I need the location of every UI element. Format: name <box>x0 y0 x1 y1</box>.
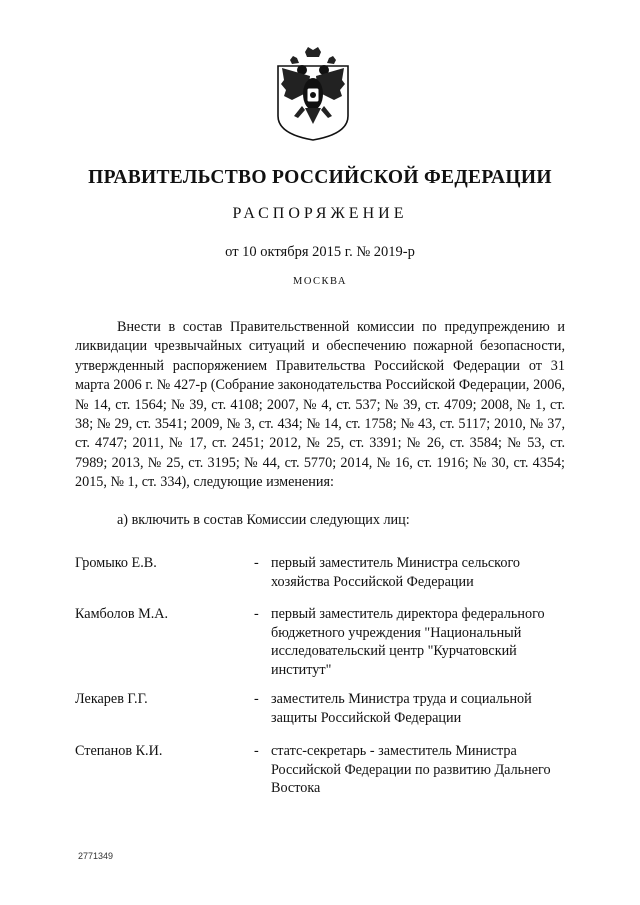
member-name: Степанов К.И. <box>75 743 163 759</box>
member-name: Лекарев Г.Г. <box>75 691 148 707</box>
footer-document-code: 2771349 <box>78 851 114 861</box>
main-paragraph: Внести в состав Правительственной комиссии по предупреждению и ликвидации чрезвычайных ситуаций и обеспечению пожарной безопасности, утвержденный распоряжением Правительства Российской Федерации от 31 марта 2006 г. № 427-р (Собрание законодательства Российской Федерации, 2006, № 14, ст. 1564; № 39, ст. 4108; 2007, № 4, ст. 537; № 39, ст. 4709; 2008, № 1, ст. 38; № 29, ст. 3541; 2009, № 3, ст. 434; № 14, ст. 1758; № 43, ст. 5117; 2010, № 37, ст. 4747; 2011, № 17, ст. 2451; 2012, № 25, ст. 3391; № 26, ст. 3584; № 53, ст. 7989; 2013, № 25, ст. 3195; № 44, ст. 5770; 2014, № 16, ст. 1916; № 30, ст. 4354; 2015, № 1, ст. 334), следующие изменения: <box>75 319 565 491</box>
government-title: ПРАВИТЕЛЬСТВО РОССИЙСКОЙ ФЕДЕРАЦИИ <box>88 167 552 188</box>
main-paragraph-block <box>75 318 565 493</box>
member-role: статс-секретарь - заместитель Министра Российской Федерации по развитию Дальнего Востока <box>271 743 551 796</box>
member-dash: - <box>254 691 259 707</box>
member-dash: - <box>254 555 259 571</box>
member-role: первый заместитель Министра сельского хозяйства Российской Федерации <box>271 555 521 590</box>
document-city: МОСКВА <box>293 276 347 287</box>
subclause-a: а) включить в состав Комиссии следующих лиц: <box>117 512 410 528</box>
member-dash: - <box>254 606 259 622</box>
member-name: Камболов М.А. <box>75 606 169 622</box>
document-type: РАСПОРЯЖЕНИЕ <box>232 205 408 222</box>
member-role: заместитель Министра труда и социальной защиты Российской Федерации <box>271 691 532 726</box>
coat-of-arms-icon <box>272 46 354 142</box>
member-dash: - <box>254 743 259 759</box>
document-date-number: от 10 октября 2015 г. № 2019-р <box>225 244 415 260</box>
member-name: Громыко Е.В. <box>75 555 157 571</box>
member-role: первый заместитель директора федерального бюджетного учреждения "Национальный исследовательский центр "Курчатовский институт" <box>271 606 545 678</box>
